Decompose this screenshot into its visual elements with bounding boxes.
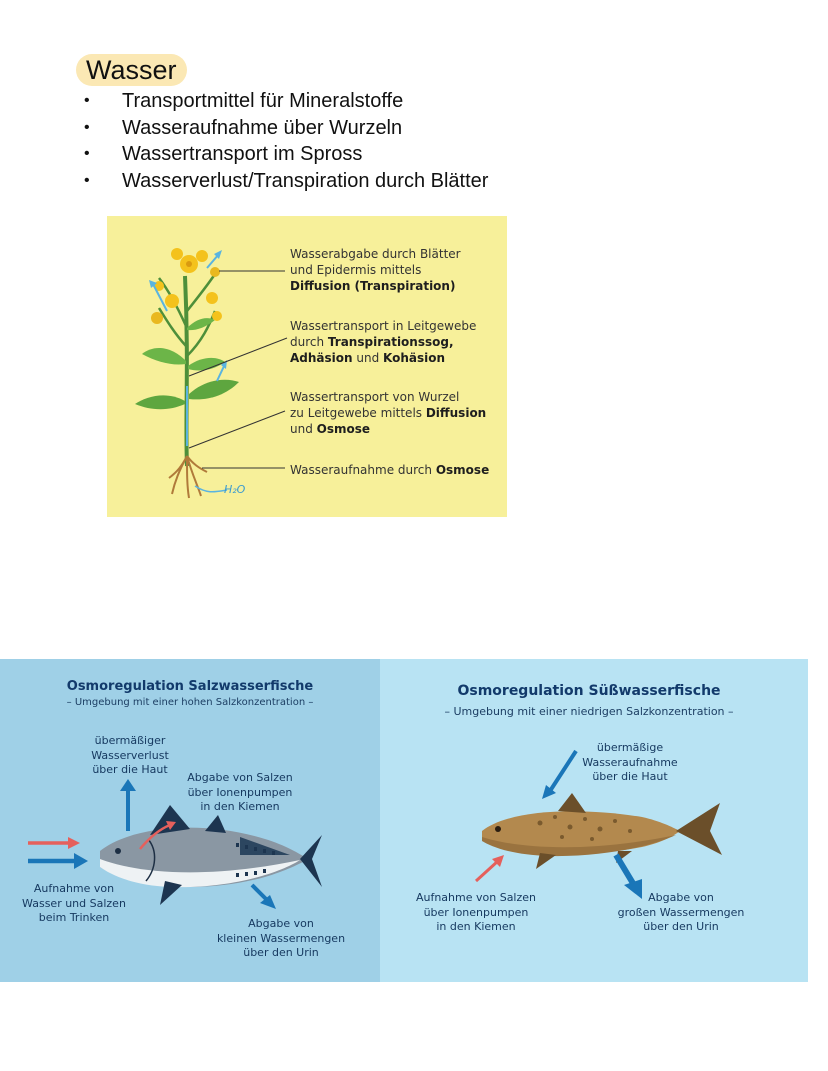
bullet-item bbox=[84, 88, 488, 115]
h2o-label: H₂O bbox=[224, 483, 246, 496]
bullet-text: Transportmittel für Mineralstoffe bbox=[122, 90, 404, 112]
freshwater-title: Osmoregulation Süßwasserfische bbox=[457, 683, 721, 699]
bullet-text: Wassertransport im Spross bbox=[122, 143, 363, 165]
bullet-dot: • bbox=[84, 171, 90, 189]
page-title: Wasser bbox=[76, 54, 187, 86]
plant-label-root-transport: Wassertransport von Wurzel zu Leitgewebe mittels Diffusion und Osmose bbox=[290, 390, 487, 436]
saltwater-subtitle: – Umgebung mit einer hohen Salzkonzentration – bbox=[66, 697, 314, 708]
saltwater-fish-panel bbox=[0, 659, 380, 982]
bullet-item bbox=[84, 168, 488, 195]
freshwater-subtitle: – Umgebung mit einer niedrigen Salzkonzentration – bbox=[444, 705, 734, 718]
plant-water-diagram bbox=[107, 216, 507, 517]
bullet-text: Wasserverlust/Transpiration durch Blätter bbox=[122, 169, 489, 192]
plant-label-osmosis: Wasseraufnahme durch Osmose bbox=[290, 463, 490, 477]
bullet-text: Wasseraufnahme über Wurzeln bbox=[122, 116, 403, 139]
bullet-dot: • bbox=[84, 118, 90, 136]
saltwater-salt-label: Abgabe von Salzen über Ionenpumpen in den Kiemen bbox=[187, 771, 293, 813]
saltwater-intake-label: Aufnahme von Wasser und Salzen beim Trinken bbox=[22, 882, 126, 924]
freshwater-intake-label: übermäßige Wasseraufnahme über die Haut bbox=[582, 741, 678, 783]
saltwater-urine-label: Abgabe von kleinen Wassermengen über den Urin bbox=[216, 917, 346, 959]
bullet-dot: • bbox=[84, 92, 90, 109]
bullet-item bbox=[84, 141, 488, 168]
freshwater-fish-panel bbox=[380, 659, 808, 982]
freshwater-salt-label: Aufnahme von Salzen über Ionenpumpen in den Kiemen bbox=[415, 891, 537, 933]
bullet-dot: • bbox=[84, 145, 90, 162]
bullet-list bbox=[84, 88, 488, 194]
saltwater-title: Osmoregulation Salzwasserfische bbox=[66, 679, 314, 694]
freshwater-urine-label: Abgabe von großen Wassermengen über den Urin bbox=[617, 891, 745, 933]
plant-label-transpiration: Wasserabgabe durch Blätter und Epidermis mittels Diffusion (Transpiration) bbox=[290, 247, 461, 293]
plant-label-transport-tissue: Wassertransport in Leitgewebe durch Transpirationssog, Adhäsion und Kohäsion bbox=[290, 319, 477, 365]
bullet-item bbox=[84, 115, 488, 142]
saltwater-loss-label: übermäßiger Wasserverlust über die Haut bbox=[91, 734, 169, 776]
